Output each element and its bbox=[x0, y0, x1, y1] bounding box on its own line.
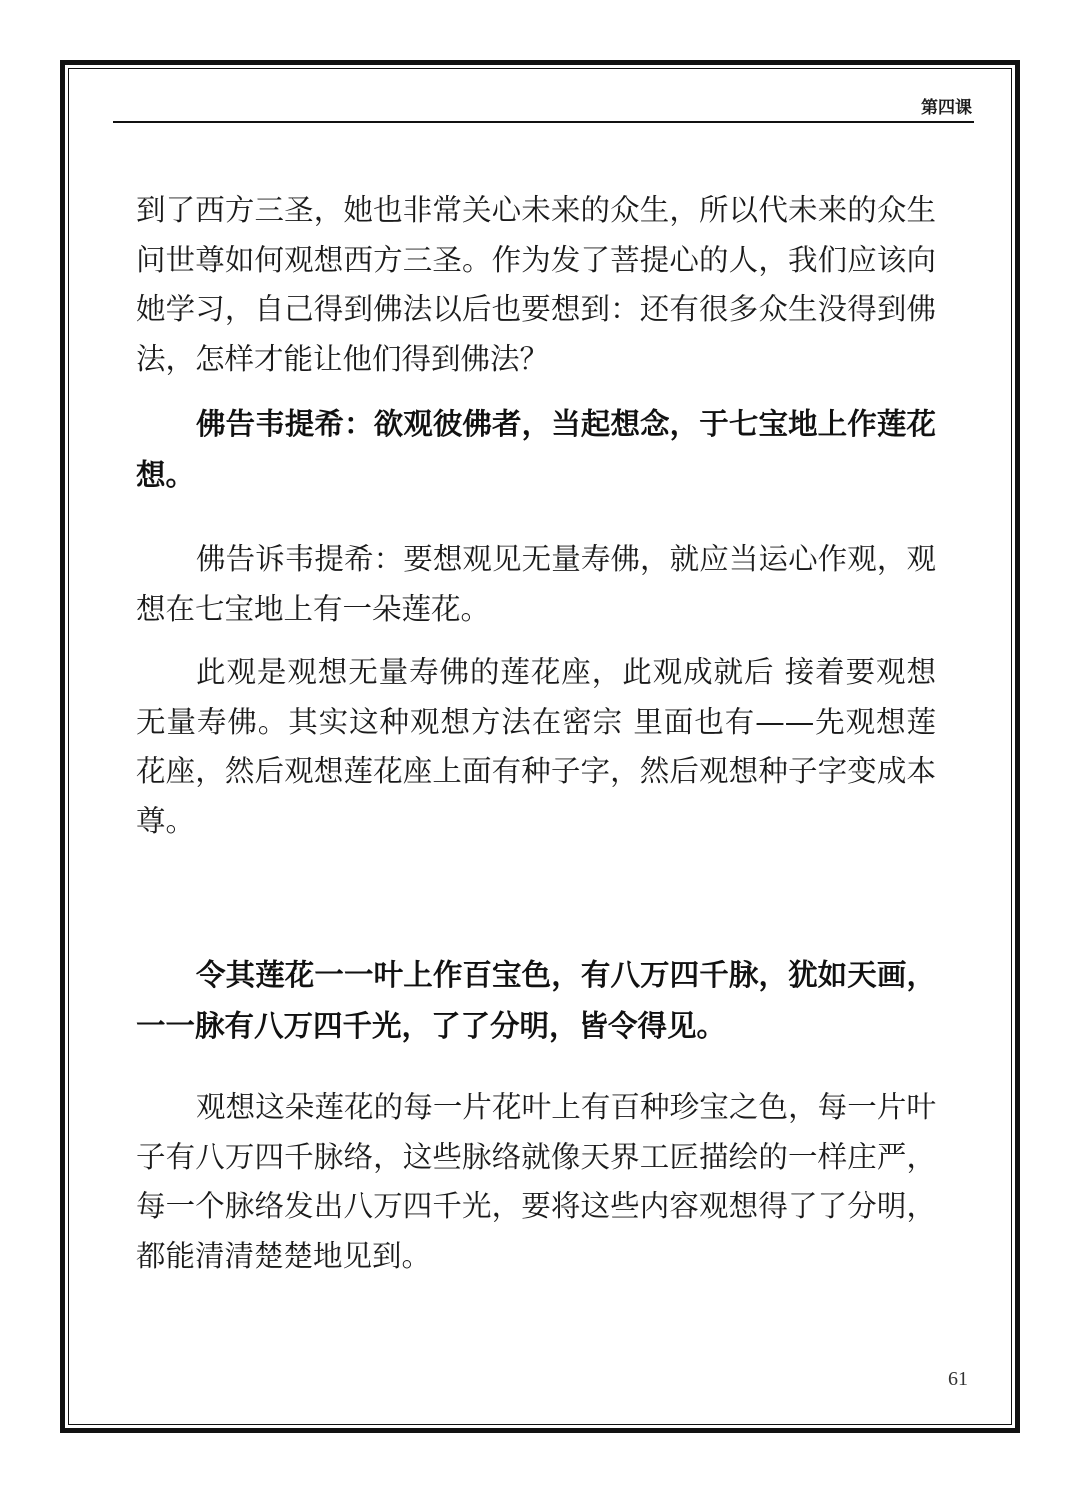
commentary-paragraph: 佛告诉韦提希：要想观见无量寿佛，就应当运心作观，观想在七宝地上有一朵莲花。 bbox=[136, 542, 936, 626]
commentary-paragraph: 到了西方三圣，她也非常关心未来的众生，所以代未来的众生问世尊如何观想西方三圣。作为发了菩提心的人，我们应该向她学习，自己得到佛法以后也要想到：还有很多众生没得到佛法，怎样才能让他们得到佛法？ bbox=[136, 193, 936, 376]
page-number: 61 bbox=[948, 1368, 968, 1390]
page-header bbox=[113, 90, 974, 123]
commentary-paragraph: 观想这朵莲花的每一片花叶上有百种珍宝之色，每一片叶子有八万四千脉络，这些脉络就像天界工匠描绘的一样庄严，每一个脉络发出八万四千光，要将这些内容观想得了了分明，都能清清楚楚地见到。 bbox=[136, 1090, 936, 1273]
sutra-quote: 令其莲花一一叶上作百宝色，有八万四千脉，犹如天画，一一脉有八万四千光，了了分明，皆令得见。 bbox=[136, 958, 936, 1043]
chapter-title: 第四课 bbox=[921, 98, 972, 118]
page-content bbox=[136, 186, 936, 1281]
commentary-paragraph: 此观是观想无量寿佛的莲花座，此观成就后 接着要观想无量寿佛。其实这种观想方法在密宗 里面也有——先观想莲花座，然后观想莲花座上面有种子字，然后观想种子字变成本尊。 bbox=[136, 655, 936, 838]
sutra-quote: 佛告韦提希：欲观彼佛者，当起想念，于七宝地上作莲花想。 bbox=[136, 407, 936, 492]
